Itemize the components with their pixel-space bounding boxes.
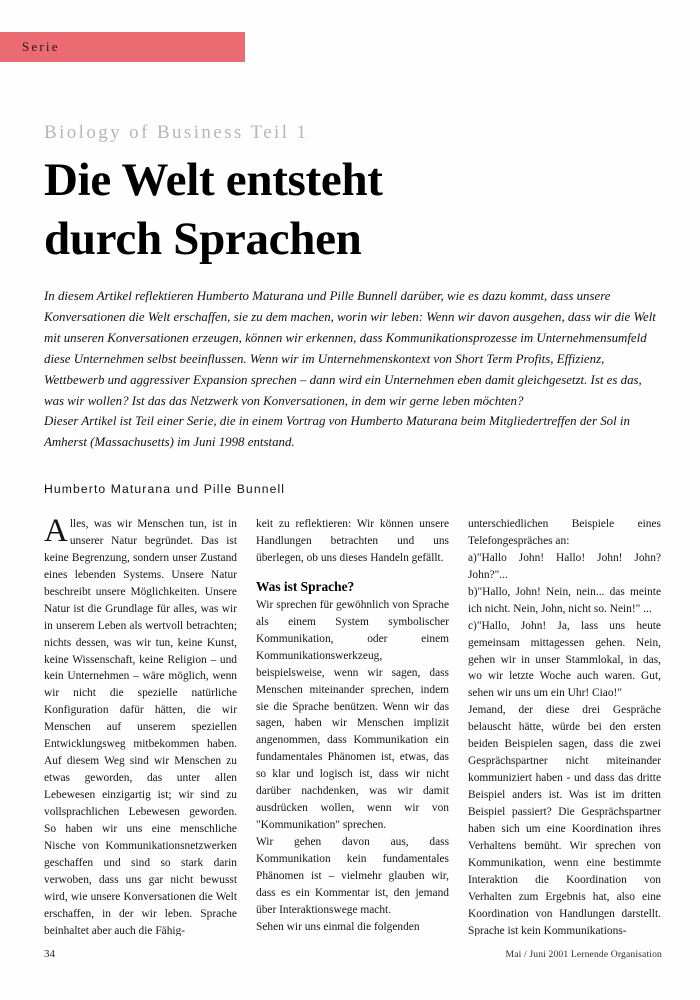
publication-info: Mai / Juni 2001 Lernende Organisation [505, 949, 662, 960]
body-column-2 [256, 516, 449, 936]
column2-paragraph-2: Wir sprechen für gewöhnlich von Sprache als einem System symbolischer Kommunikation, oder einem Kommunikationswerkzeug, beispielsweise, wenn wir sagen, dass Menschen miteinander sprechen, indem sie die Sprache benützen. Wenn wir das sagen, haben wir Menschen implizit angenommen, dass Kommunikation ein fundamentales Phänomen ist, etwas, das so klar und logisch ist, dass wir nicht darüber nachdenken, was wir damit ausdrücken wollen, wenn wir von "Kommunikation" sprechen. [256, 598, 449, 832]
column3-paragraph-5: Jemand, der diese drei Gespräche belauscht hätte, würde bei den ersten beiden Beispielen sagen, dass die zwei Gesprächspartner nicht miteinander kommuniziert haben - und dass das dritte Beispiel anders ist. Was ist im dritten Beispiel passiert? Die Gesprächspartner haben sich um eine Koordination ihres Verhaltens bemüht. Wir sprechen von Kommunikation, wenn eine bestimmte Interaktion die Koordination von Verhalten zum Ergebnis hat, also eine Koordination von Handlungen darstellt. Sprache ist kein Kommunikations- [468, 704, 661, 936]
column2-paragraph-1: keit zu reflektieren: Wir können unsere Handlungen betrachten und uns überlegen, ob uns dieses Handeln gefällt. [256, 518, 449, 564]
article-byline: Humberto Maturana und Pille Bunnell [44, 482, 286, 496]
column3-paragraph-1: unterschiedlichen Beispiele eines Telefongespräches an: [468, 518, 661, 547]
article-body-columns [44, 516, 662, 936]
page-number: 34 [44, 948, 55, 960]
article-lead [44, 286, 662, 453]
article-kicker: Biology of Business Teil 1 [44, 122, 309, 143]
body-column-1 [44, 516, 237, 936]
column3-paragraph-3: b)"Hallo, John! Nein, nein... das meinte ich nicht. Nein, John, nicht so. Nein!" ... [468, 585, 661, 615]
column2-paragraph-3: Wir gehen davon aus, dass Kommunikation kein fundamentales Phänomen ist – vielmehr glauben wir, dass es ein Kommentar ist, den jemand über Interaktionswege macht. [256, 836, 449, 916]
section-heading-was-ist-sprache: Was ist Sprache? [256, 578, 355, 594]
article-header [44, 122, 664, 268]
body-column-3 [468, 516, 661, 936]
serie-banner [0, 32, 245, 62]
lead-paragraph-1: In diesem Artikel reflektieren Humberto Maturana und Pille Bunnell darüber, wie es dazu kommt, dass unsere Konversationen die Welt erschaffen, sie zu dem machen, worin wir leben: Wenn wir davon ausgehen, dass wir die Welt mit unseren Konversationen erzeugen, können wir erkennen, dass Kommunikationsprozesse im Unternehmensumfeld diese Unternehmen selbst beeinflussen. Wenn wir im Unternehmenskontext von Short Term Profits, Effizienz, Wettbewerb und aggressiver Expansion sprechen – dann wird ein Unternehmen eben damit gleichgesetzt. Ist es das, was wir wollen? Ist das das Netzwerk von Konversationen, in dem wir gerne leben möchten? [44, 289, 656, 408]
page-title [44, 151, 664, 269]
headline-line-1: Die Welt entsteht [44, 153, 383, 206]
column3-paragraph-4: c)"Hallo, John! Ja, lass uns heute gemeinsam mittagessen gehen. Nein, gehen wir in unser Stammlokal, in das, wo wir letzte Woche auch waren. Gut, sehen wir uns um ein Uhr! Ciao!" [468, 619, 661, 700]
serie-banner-label: Serie [22, 39, 60, 54]
page-footer [44, 948, 662, 960]
column2-paragraph-4: Sehen wir uns einmal die folgenden [256, 920, 420, 933]
column3-paragraph-2: a)"Hallo John! Hallo! John! John? John?"... [468, 551, 661, 581]
headline-line-2: durch Sprachen [44, 212, 362, 265]
column1-paragraph-1: Alles, was wir Menschen tun, ist in unserer Natur begründet. Das ist keine Begrenzung, sondern unser Zustand eines lebenden Systems. Unsere Natur beschreibt unsere Möglichkeiten. Unsere Natur ist die Grundlage für alles, was wir in unserem Leben als wertvoll betrachten; nichts dessen, was wir tun, keine Kunst, keine Wissenschaft, keine Religion – und kein Unternehmen – wäre möglich, wenn wir nicht die spezielle natürliche Konfiguration dafür hätten, die wir Menschen auf unserem speziellen Entwicklungsweg mitbekommen haben. Auf diesem Weg sind wir Menschen zu etwas geworden, das unter allen Lebewesen einzigartig ist; wir sind zu vollsprachlichen Lebewesen geworden. So haben wir uns eine menschliche Nische von Kommunikationsnetzwerken geschaffen und sind so stark darin verwoben, dass uns gar nicht bewusst wird, wie unsere Konversationen die Welt erschaffen, in der wir leben. Sprache beinhaltet aber auch die Fähig- [44, 516, 237, 936]
lead-paragraph-2: Dieser Artikel ist Teil einer Serie, die in einem Vortrag von Humberto Maturana beim Mitgliedertreffen der Sol in Amherst (Massachusetts) im Juni 1998 entstand. [44, 414, 630, 450]
